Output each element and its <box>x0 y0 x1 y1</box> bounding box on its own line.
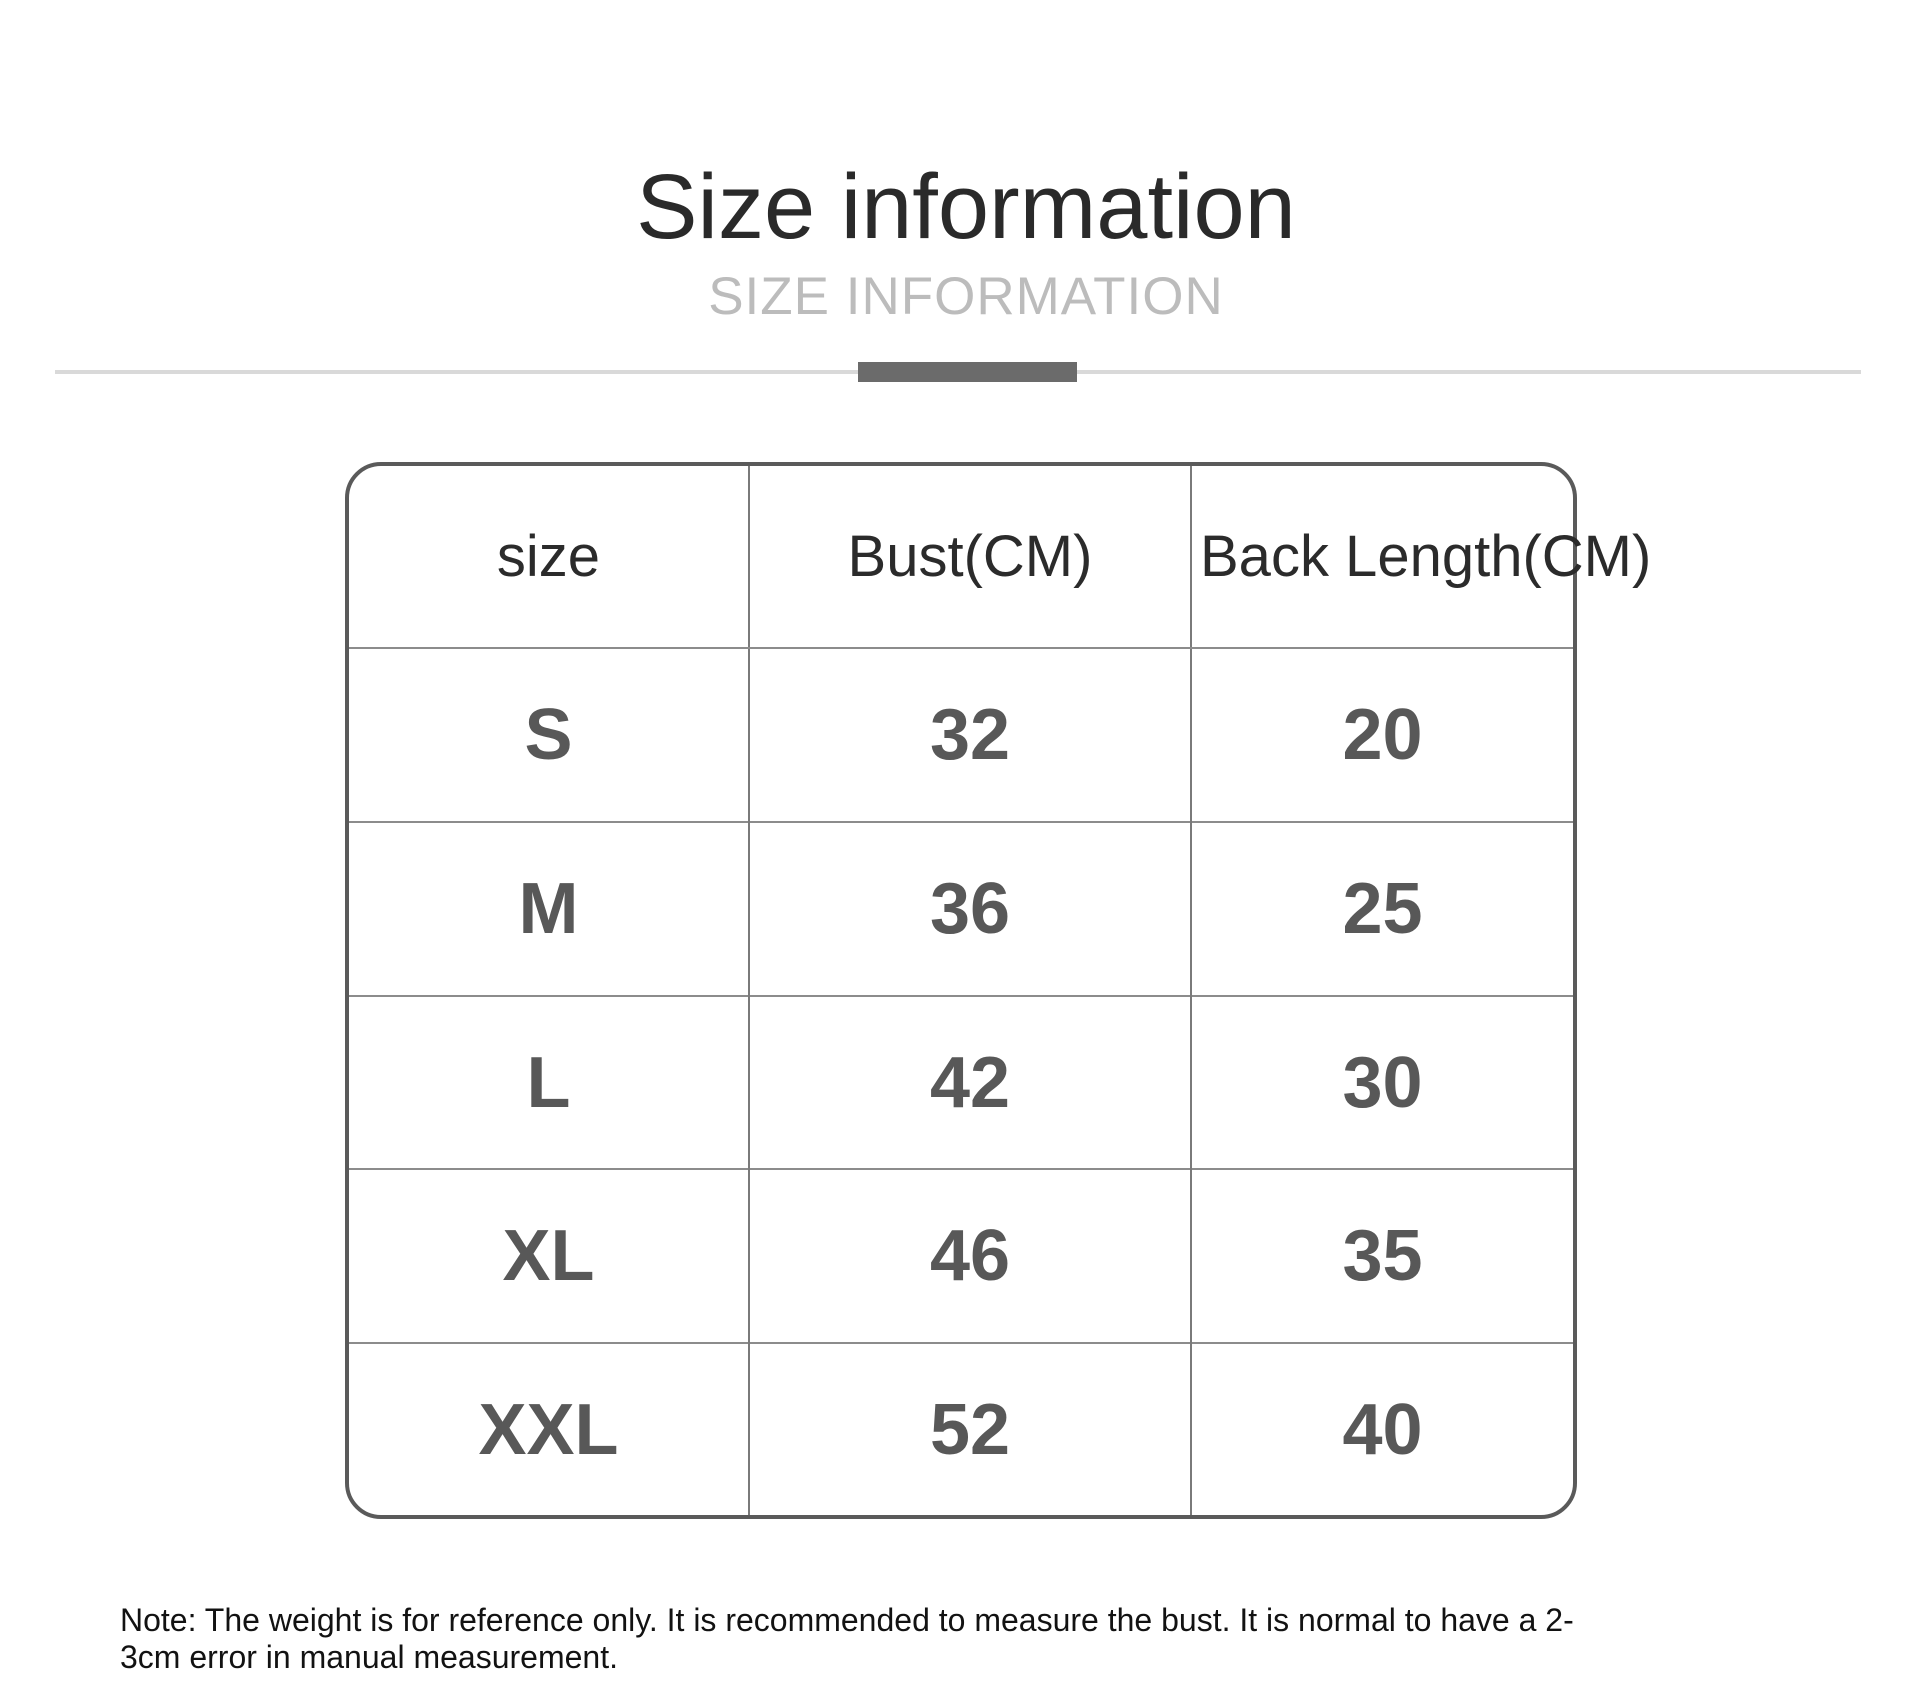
table-row <box>349 822 1573 996</box>
cell-bust: 36 <box>749 822 1191 996</box>
cell-size: M <box>349 822 749 996</box>
page-subtitle: SIZE INFORMATION <box>708 267 1224 326</box>
cell-bust: 42 <box>749 996 1191 1170</box>
cell-bust: 46 <box>749 1169 1191 1343</box>
cell-bust: 32 <box>749 648 1191 822</box>
table-row <box>349 648 1573 822</box>
size-table-grid <box>349 466 1652 1515</box>
size-table-header-row <box>349 466 1573 648</box>
column-header-back-length: Back Length(CM) <box>1191 466 1573 648</box>
measurement-note-line1: Note: The weight is for reference only. It is recommended to measure the bust. It is normal to have a 2- <box>120 1602 1574 1638</box>
cell-back-length: 30 <box>1191 996 1573 1170</box>
page-title: Size information <box>636 155 1296 258</box>
cell-size: S <box>524 694 573 775</box>
cell-back-length: 35 <box>1191 1169 1573 1343</box>
cell-back-length: 25 <box>1191 822 1573 996</box>
cell-size: L <box>349 996 749 1170</box>
cell-size: XXL <box>349 1343 749 1515</box>
section-divider-accent-bar <box>858 362 1077 382</box>
table-row <box>349 1343 1573 1515</box>
table-row <box>349 996 1573 1170</box>
column-header-bust: Bust(CM) <box>749 466 1191 648</box>
cell-back-length: 20 <box>1191 648 1573 822</box>
size-table <box>345 462 1652 1519</box>
column-header-size: size <box>349 466 749 648</box>
table-row <box>349 1169 1573 1343</box>
cell-size: XL <box>349 1169 749 1343</box>
cell-bust: 52 <box>749 1343 1191 1515</box>
measurement-note <box>120 1602 1840 1676</box>
cell-back-length: 40 <box>1191 1343 1573 1515</box>
measurement-note-line2: 3cm error in manual measurement. <box>120 1639 618 1675</box>
